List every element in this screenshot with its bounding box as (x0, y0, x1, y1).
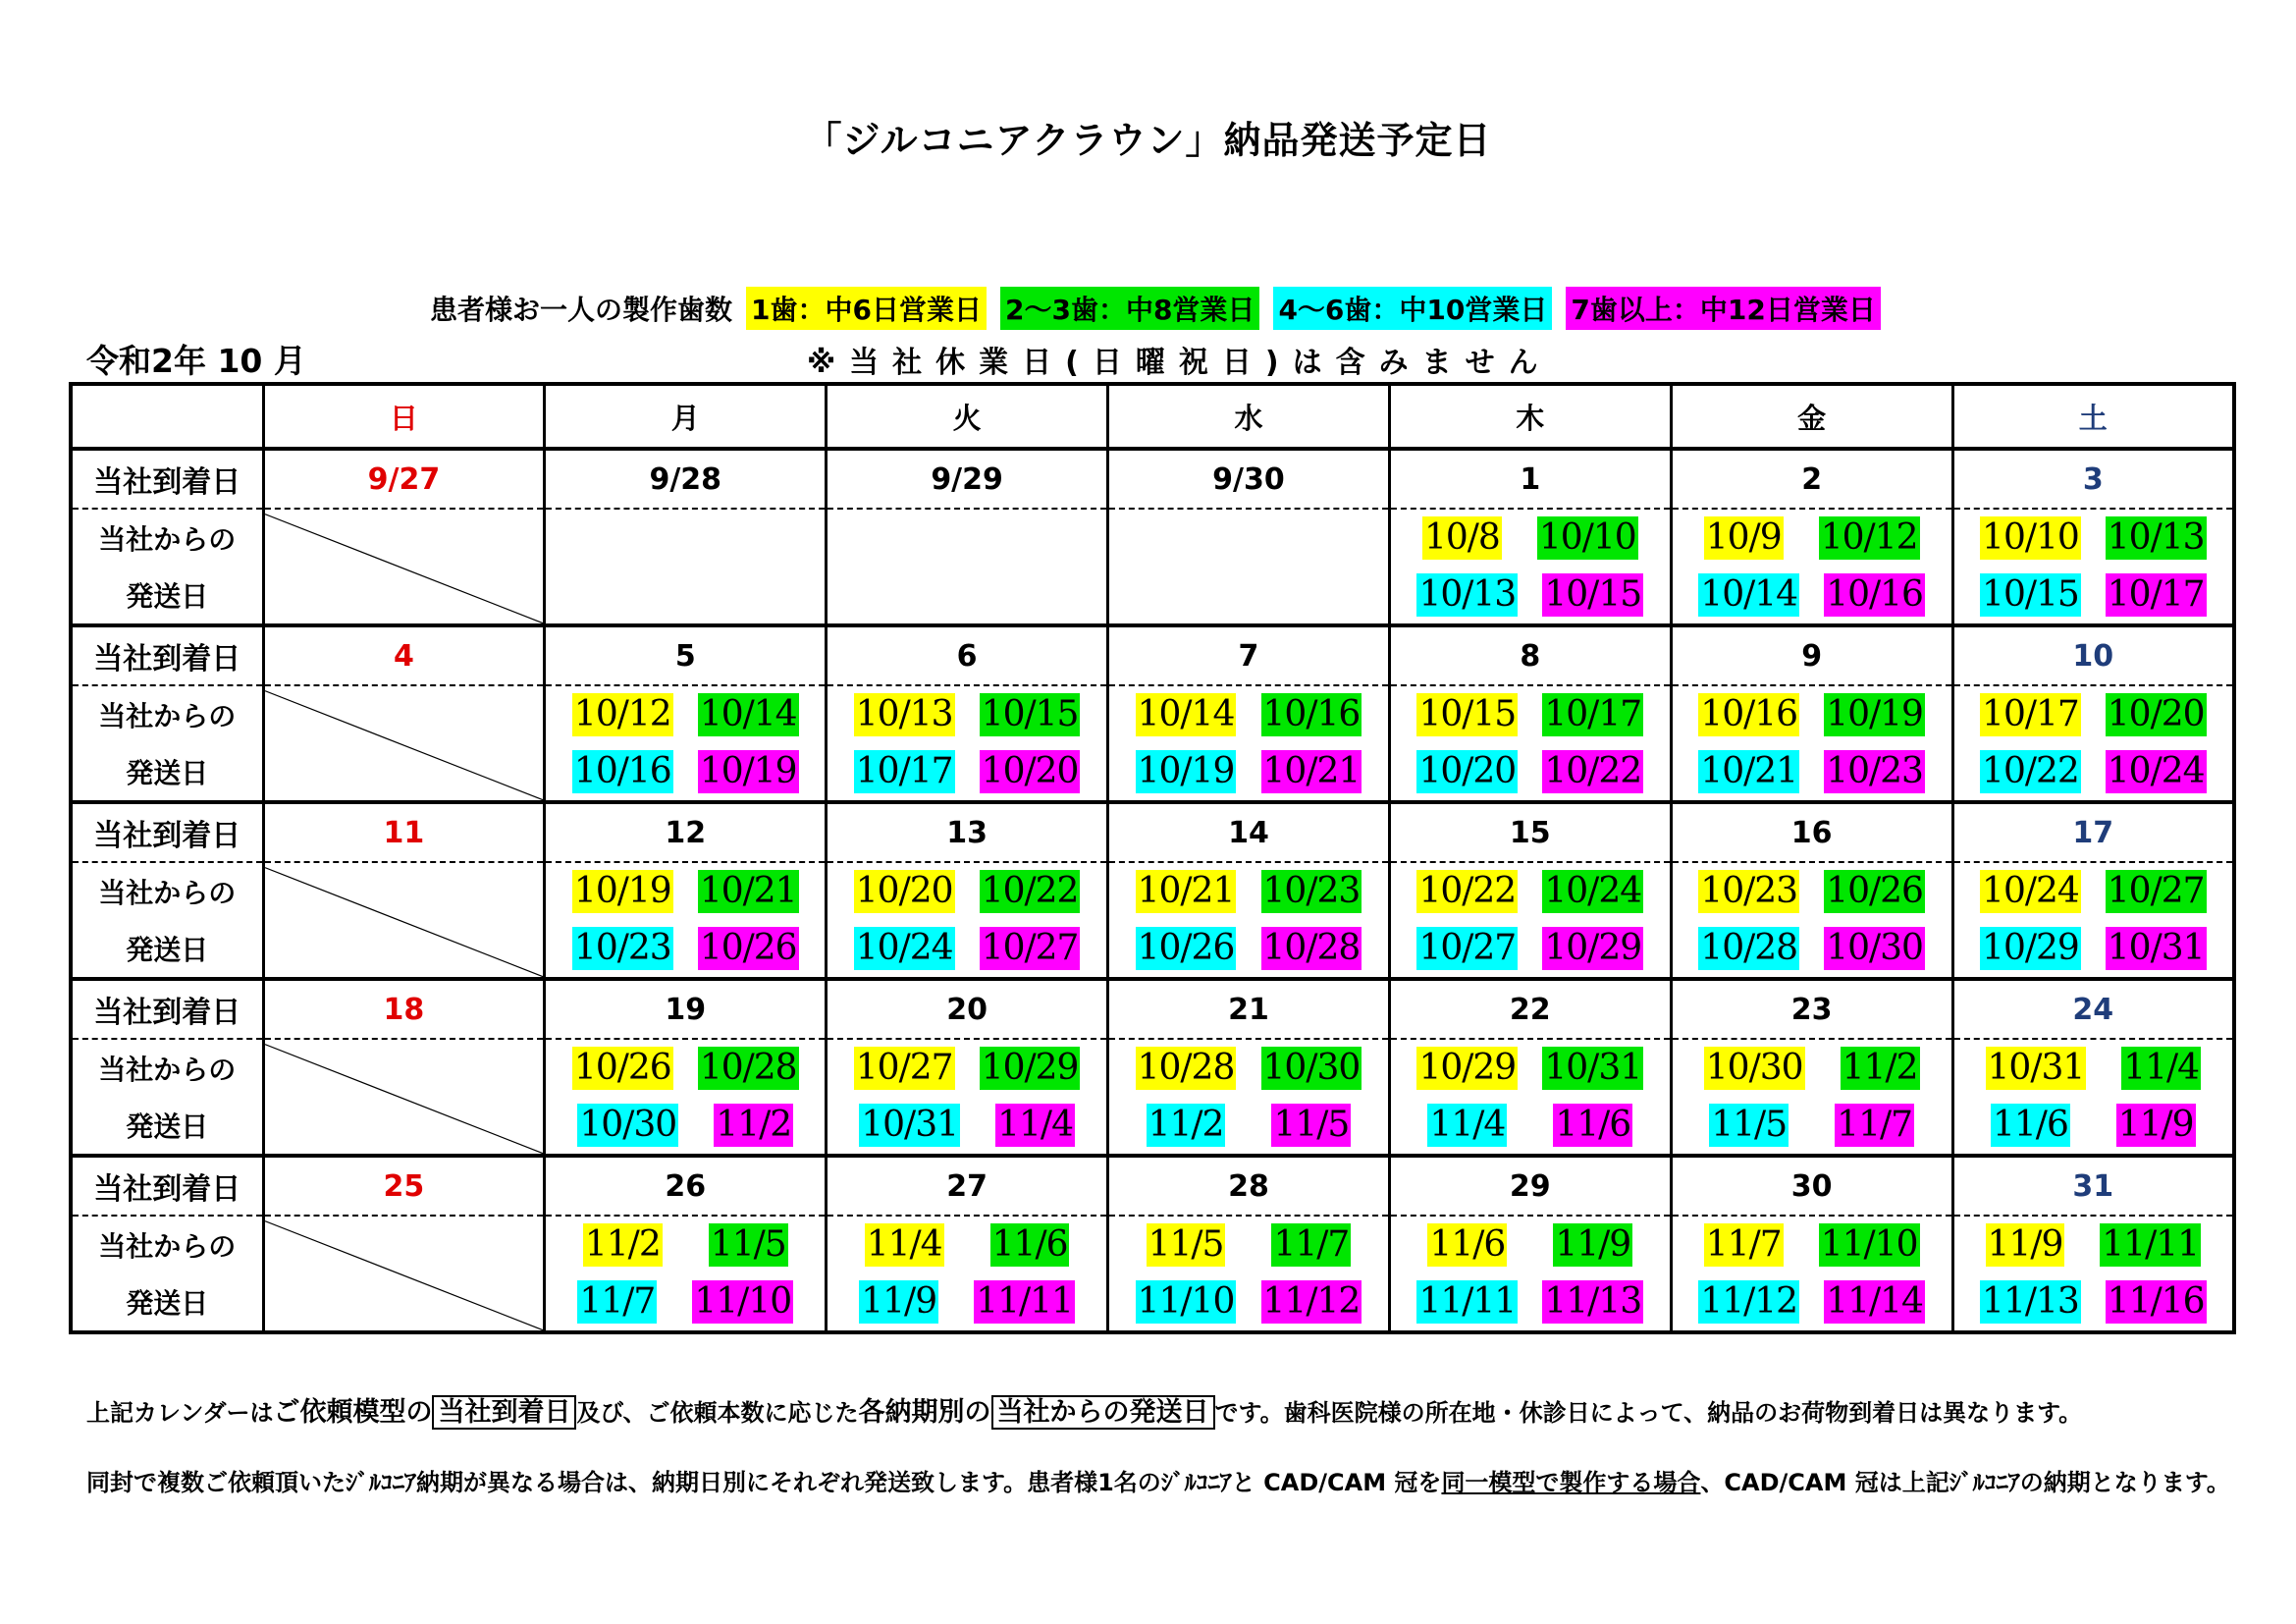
ship-date-4-6-teeth: 10/15 (1982, 574, 2079, 615)
arrival-date: 15 (1389, 802, 1671, 862)
ship-date-7-plus-teeth: 10/23 (1826, 751, 1923, 791)
diagonal-strike (265, 1040, 544, 1154)
footer-1-part-7: です。歯科医院様の所在地・休診日によって、納品のお荷物到着日は異なります。 (1214, 1399, 2083, 1427)
ship-date-4-6-teeth: 10/26 (1137, 928, 1235, 968)
diagonal-strike (265, 863, 544, 977)
shipping-cell (1671, 1273, 1952, 1332)
delivery-calendar (69, 382, 2236, 1334)
ship-date-1-tooth: 10/21 (1137, 871, 1235, 911)
ship-date-4-6-teeth: 10/30 (579, 1105, 677, 1145)
ship-date-2-3-teeth: 11/11 (2102, 1224, 2200, 1265)
ship-date-1-tooth: 10/17 (1982, 694, 2079, 734)
ship-date-1-tooth: 11/5 (1148, 1224, 1224, 1265)
shipping-cell (545, 567, 827, 625)
ship-date-1-tooth: 10/12 (573, 694, 671, 734)
shipping-cell (1389, 743, 1671, 802)
shipping-cell (827, 862, 1108, 920)
shipping-cell (1108, 1097, 1390, 1156)
footer-2-part-3: 、CAD/CAM 冠は上記ｼﾞﾙｺﾆｱの納期となります。 (1700, 1469, 2230, 1496)
footer-1-part-5: 各納期別の (858, 1397, 991, 1428)
shipping-cell (1952, 1273, 2234, 1332)
legend-2-3-teeth: 2～3歯：中8営業日 (1000, 287, 1259, 330)
weekday-mon: 月 (545, 384, 827, 449)
shipping-cell (1389, 1273, 1671, 1332)
shipping-cell (827, 743, 1108, 802)
ship-date-4-6-teeth: 11/12 (1700, 1281, 1798, 1322)
arrival-date: 8 (1389, 625, 1671, 685)
ship-date-2-3-teeth: 10/28 (699, 1048, 797, 1088)
ship-date-7-plus-teeth: 11/12 (1262, 1281, 1361, 1322)
shipping-cell (827, 1273, 1108, 1332)
ship-date-2-3-teeth: 10/20 (2107, 694, 2205, 734)
shipping-cell (1952, 567, 2234, 625)
ship-date-1-tooth: 11/4 (866, 1224, 942, 1265)
ship-date-2-3-teeth: 10/29 (981, 1048, 1079, 1088)
sunday-no-shipping (263, 1216, 545, 1332)
ship-date-7-plus-teeth: 10/21 (1262, 751, 1361, 791)
arrival-date: 7 (1108, 625, 1390, 685)
shipping-cell (1952, 685, 2234, 743)
arrival-date: 17 (1952, 802, 2234, 862)
arrival-row (71, 625, 2234, 685)
ship-date-7-plus-teeth: 10/16 (1826, 574, 1923, 615)
ship-date-2-3-teeth: 10/22 (981, 871, 1079, 911)
ship-date-2-3-teeth: 11/5 (710, 1224, 786, 1265)
ship-date-4-6-teeth: 10/21 (1700, 751, 1798, 791)
shipping-row-label-1: 当社からの (71, 1039, 263, 1097)
arrival-date: 9 (1671, 625, 1952, 685)
footer-1-part-1: 上記カレンダーは (86, 1399, 274, 1427)
weekday-sun: 日 (263, 384, 545, 449)
holiday-note: ※当社休業日(日曜祝日)は含みません (807, 346, 1552, 380)
arrival-date: 27 (827, 1156, 1108, 1216)
weekday-fri: 金 (1671, 384, 1952, 449)
footer-1-part-4: 及び、ご依頼本数に応じた (576, 1399, 859, 1427)
shipping-cell (1671, 920, 1952, 979)
shipping-cell (827, 567, 1108, 625)
shipping-cell (827, 1039, 1108, 1097)
shipping-cell (827, 509, 1108, 567)
shipping-cell (545, 743, 827, 802)
ship-date-1-tooth: 10/26 (573, 1048, 671, 1088)
shipping-cell (827, 685, 1108, 743)
diagonal-strike (265, 686, 544, 800)
ship-date-4-6-teeth: 11/13 (1982, 1281, 2079, 1322)
shipping-cell (1671, 685, 1952, 743)
shipping-cell (1671, 743, 1952, 802)
shipping-cell (1671, 1039, 1952, 1097)
footer-1-arrival-box: 当社到着日 (432, 1395, 576, 1430)
ship-date-7-plus-teeth: 11/4 (997, 1105, 1073, 1145)
arrival-date: 23 (1671, 979, 1952, 1039)
ship-date-4-6-teeth: 10/24 (855, 928, 953, 968)
ship-date-7-plus-teeth: 10/15 (1544, 574, 1642, 615)
shipping-cell (1108, 862, 1390, 920)
ship-date-7-plus-teeth: 11/5 (1273, 1105, 1350, 1145)
arrival-date: 19 (545, 979, 827, 1039)
ship-date-2-3-teeth: 10/21 (699, 871, 797, 911)
ship-date-2-3-teeth: 10/15 (981, 694, 1079, 734)
ship-date-7-plus-teeth: 10/17 (2107, 574, 2205, 615)
arrival-date: 2 (1671, 449, 1952, 509)
ship-date-4-6-teeth: 11/2 (1148, 1105, 1224, 1145)
ship-date-4-6-teeth: 11/7 (579, 1281, 656, 1322)
shipping-cell (1108, 1039, 1390, 1097)
ship-date-4-6-teeth: 11/11 (1418, 1281, 1517, 1322)
arrival-row (71, 979, 2234, 1039)
footer-2-underlined: 同一模型で製作する場合 (1441, 1469, 1701, 1496)
arrival-date: 3 (1952, 449, 2234, 509)
arrival-date: 11 (263, 802, 545, 862)
ship-date-7-plus-teeth: 11/14 (1826, 1281, 1923, 1322)
shipping-cell (545, 685, 827, 743)
arrival-date: 14 (1108, 802, 1390, 862)
ship-date-1-tooth: 11/7 (1705, 1224, 1782, 1265)
ship-date-1-tooth: 10/23 (1700, 871, 1798, 911)
ship-date-4-6-teeth: 10/13 (1418, 574, 1517, 615)
arrival-date: 6 (827, 625, 1108, 685)
ship-date-4-6-teeth: 10/23 (573, 928, 671, 968)
ship-date-7-plus-teeth: 11/11 (976, 1281, 1073, 1322)
shipping-cell (1671, 509, 1952, 567)
shipping-row (71, 685, 2234, 743)
ship-date-4-6-teeth: 10/19 (1137, 751, 1235, 791)
ship-date-4-6-teeth: 11/6 (1993, 1105, 2068, 1145)
sunday-no-shipping (263, 862, 545, 979)
arrival-row-label: 当社到着日 (71, 802, 263, 862)
shipping-row-label-1: 当社からの (71, 1216, 263, 1273)
shipping-row (71, 1216, 2234, 1273)
arrival-date: 29 (1389, 1156, 1671, 1216)
footer-2-part-1: 同封で複数ご依頼頂いたｼﾞﾙｺﾆｱ納期が異なる場合は、納期日別にそれぞれ発送致します。患者様1名のｼﾞﾙｺﾆｱと CAD/CAM 冠を (86, 1469, 1442, 1496)
shipping-cell (1389, 685, 1671, 743)
ship-date-7-plus-teeth: 11/7 (1837, 1105, 1913, 1145)
arrival-date: 30 (1671, 1156, 1952, 1216)
weekday-thu: 木 (1389, 384, 1671, 449)
shipping-cell (545, 920, 827, 979)
shipping-cell (545, 1216, 827, 1273)
ship-date-1-tooth: 10/9 (1705, 517, 1782, 558)
arrival-date: 9/29 (827, 449, 1108, 509)
shipping-cell (1671, 1216, 1952, 1273)
shipping-row (71, 1039, 2234, 1097)
arrival-date: 9/28 (545, 449, 827, 509)
diagonal-strike (265, 510, 544, 623)
ship-date-2-3-teeth: 10/23 (1262, 871, 1361, 911)
ship-date-4-6-teeth: 10/20 (1418, 751, 1517, 791)
ship-date-2-3-teeth: 11/4 (2123, 1048, 2200, 1088)
ship-date-1-tooth: 10/13 (855, 694, 953, 734)
ship-date-1-tooth: 10/19 (573, 871, 671, 911)
ship-date-7-plus-teeth: 10/29 (1544, 928, 1642, 968)
ship-date-1-tooth: 10/15 (1418, 694, 1517, 734)
ship-date-7-plus-teeth: 11/6 (1555, 1105, 1631, 1145)
shipping-cell (545, 1039, 827, 1097)
ship-date-2-3-teeth: 11/6 (991, 1224, 1068, 1265)
shipping-cell (1671, 567, 1952, 625)
shipping-row-label-1: 当社からの (71, 509, 263, 567)
shipping-cell (1108, 743, 1390, 802)
shipping-cell (1108, 1216, 1390, 1273)
shipping-cell (1389, 1097, 1671, 1156)
shipping-cell (1671, 862, 1952, 920)
ship-date-2-3-teeth: 10/14 (699, 694, 797, 734)
arrival-row-label: 当社到着日 (71, 449, 263, 509)
arrival-date: 28 (1108, 1156, 1390, 1216)
ship-date-7-plus-teeth: 11/2 (716, 1105, 792, 1145)
arrival-date: 18 (263, 979, 545, 1039)
ship-date-7-plus-teeth: 11/9 (2117, 1105, 2194, 1145)
arrival-date: 10 (1952, 625, 2234, 685)
ship-date-2-3-teeth: 11/9 (1555, 1224, 1631, 1265)
ship-date-2-3-teeth: 11/10 (1820, 1224, 1918, 1265)
arrival-row-label: 当社到着日 (71, 1156, 263, 1216)
legend-label: 患者様お一人の製作歯数 (430, 294, 733, 326)
arrival-date: 16 (1671, 802, 1952, 862)
arrival-date: 25 (263, 1156, 545, 1216)
ship-date-2-3-teeth: 11/7 (1273, 1224, 1350, 1265)
ship-date-1-tooth: 11/6 (1429, 1224, 1506, 1265)
ship-date-7-plus-teeth: 10/20 (981, 751, 1079, 791)
shipping-cell (827, 1216, 1108, 1273)
shipping-cell (1952, 1097, 2234, 1156)
ship-date-4-6-teeth: 11/9 (861, 1281, 937, 1322)
ship-date-1-tooth: 10/30 (1705, 1048, 1803, 1088)
shipping-cell (545, 1273, 827, 1332)
arrival-date: 22 (1389, 979, 1671, 1039)
ship-date-2-3-teeth: 10/17 (1544, 694, 1642, 734)
arrival-date: 9/27 (263, 449, 545, 509)
sunday-no-shipping (263, 685, 545, 802)
ship-date-2-3-teeth: 10/24 (1544, 871, 1642, 911)
shipping-cell (1108, 685, 1390, 743)
shipping-cell (1108, 1273, 1390, 1332)
ship-date-4-6-teeth: 10/16 (573, 751, 671, 791)
ship-date-4-6-teeth: 10/29 (1982, 928, 2079, 968)
shipping-cell (1389, 1216, 1671, 1273)
ship-date-2-3-teeth: 11/2 (1842, 1048, 1918, 1088)
arrival-date: 24 (1952, 979, 2234, 1039)
ship-date-2-3-teeth: 10/27 (2107, 871, 2205, 911)
shipping-cell (1952, 1216, 2234, 1273)
arrival-date: 5 (545, 625, 827, 685)
weekday-wed: 水 (1108, 384, 1390, 449)
ship-date-1-tooth: 11/9 (1987, 1224, 2063, 1265)
ship-date-4-6-teeth: 10/27 (1418, 928, 1517, 968)
footer-note-2 (86, 1463, 2230, 1497)
ship-date-1-tooth: 10/24 (1982, 871, 2079, 911)
shipping-row-label-2: 発送日 (71, 743, 263, 802)
weekday-sat: 土 (1952, 384, 2234, 449)
ship-date-1-tooth: 10/16 (1700, 694, 1798, 734)
ship-date-7-plus-teeth: 10/28 (1262, 928, 1361, 968)
arrival-date: 20 (827, 979, 1108, 1039)
shipping-row-label-2: 発送日 (71, 920, 263, 979)
ship-date-1-tooth: 10/29 (1418, 1048, 1517, 1088)
ship-date-2-3-teeth: 10/16 (1262, 694, 1361, 734)
ship-date-7-plus-teeth: 10/26 (699, 928, 797, 968)
shipping-cell (1389, 920, 1671, 979)
shipping-cell (1952, 509, 2234, 567)
calendar-period: 令和2年 10 月 (86, 342, 306, 380)
ship-date-7-plus-teeth: 10/19 (699, 751, 797, 791)
footer-note-1 (86, 1390, 2082, 1429)
arrival-date: 21 (1108, 979, 1390, 1039)
weekday-tue: 火 (827, 384, 1108, 449)
diagonal-strike (265, 1217, 544, 1330)
ship-date-1-tooth: 10/8 (1423, 517, 1500, 558)
ship-date-2-3-teeth: 10/26 (1826, 871, 1923, 911)
ship-date-4-6-teeth: 10/17 (855, 751, 953, 791)
ship-date-2-3-teeth: 10/13 (2107, 517, 2205, 558)
footer-1-part-2: ご依頼模型の (273, 1397, 433, 1428)
shipping-cell (1108, 920, 1390, 979)
arrival-row (71, 1156, 2234, 1216)
ship-date-2-3-teeth: 10/19 (1826, 694, 1923, 734)
ship-date-7-plus-teeth: 11/10 (694, 1281, 792, 1322)
shipping-cell (545, 862, 827, 920)
ship-date-7-plus-teeth: 10/30 (1826, 928, 1923, 968)
sunday-no-shipping (263, 1039, 545, 1156)
arrival-row-label: 当社到着日 (71, 625, 263, 685)
ship-date-1-tooth: 10/20 (855, 871, 953, 911)
legend-1-tooth: 1歯：中6日営業日 (746, 287, 987, 330)
arrival-date: 31 (1952, 1156, 2234, 1216)
shipping-cell (1952, 920, 2234, 979)
weekday-header-row (71, 384, 2234, 449)
ship-date-7-plus-teeth: 11/16 (2107, 1281, 2205, 1322)
arrival-row (71, 802, 2234, 862)
ship-date-1-tooth: 10/22 (1418, 871, 1517, 911)
ship-date-1-tooth: 10/14 (1137, 694, 1235, 734)
shipping-row-label-1: 当社からの (71, 862, 263, 920)
arrival-date: 12 (545, 802, 827, 862)
shipping-cell (545, 509, 827, 567)
shipping-row-label-2: 発送日 (71, 1273, 263, 1332)
arrival-date: 4 (263, 625, 545, 685)
legend-4-6-teeth: 4～6歯：中10営業日 (1273, 287, 1552, 330)
shipping-cell (1108, 509, 1390, 567)
ship-date-4-6-teeth: 11/5 (1711, 1105, 1788, 1145)
shipping-row-label-2: 発送日 (71, 1097, 263, 1156)
ship-date-2-3-teeth: 10/10 (1538, 517, 1636, 558)
arrival-date: 26 (545, 1156, 827, 1216)
ship-date-7-plus-teeth: 10/31 (2107, 928, 2205, 968)
shipping-row (71, 862, 2234, 920)
shipping-cell (827, 1097, 1108, 1156)
arrival-date: 13 (827, 802, 1108, 862)
shipping-cell (545, 1097, 827, 1156)
page-title: 「ジルコニアクラウン」納品発送予定日 (804, 119, 1492, 162)
ship-date-4-6-teeth: 11/4 (1429, 1105, 1506, 1145)
header-corner (71, 384, 263, 449)
shipping-cell (1671, 1097, 1952, 1156)
arrival-row-label: 当社到着日 (71, 979, 263, 1039)
shipping-cell (1389, 1039, 1671, 1097)
ship-date-2-3-teeth: 10/31 (1544, 1048, 1642, 1088)
shipping-cell (1108, 567, 1390, 625)
production-legend (430, 289, 1895, 328)
ship-date-1-tooth: 10/27 (855, 1048, 953, 1088)
ship-date-4-6-teeth: 10/22 (1982, 751, 2079, 791)
arrival-row (71, 449, 2234, 509)
arrival-date: 1 (1389, 449, 1671, 509)
ship-date-1-tooth: 10/10 (1982, 517, 2079, 558)
shipping-cell (1952, 743, 2234, 802)
shipping-cell (1389, 862, 1671, 920)
ship-date-4-6-teeth: 11/10 (1137, 1281, 1235, 1322)
ship-date-1-tooth: 11/2 (584, 1224, 661, 1265)
shipping-row (71, 509, 2234, 567)
ship-date-7-plus-teeth: 10/24 (2107, 751, 2205, 791)
arrival-date: 9/30 (1108, 449, 1390, 509)
ship-date-7-plus-teeth: 10/22 (1544, 751, 1642, 791)
ship-date-1-tooth: 10/28 (1137, 1048, 1235, 1088)
ship-date-2-3-teeth: 10/12 (1820, 517, 1918, 558)
ship-date-4-6-teeth: 10/28 (1700, 928, 1798, 968)
shipping-cell (1952, 862, 2234, 920)
footer-1-shipping-box: 当社からの発送日 (991, 1395, 1215, 1430)
shipping-row-label-2: 発送日 (71, 567, 263, 625)
shipping-cell (1952, 1039, 2234, 1097)
ship-date-2-3-teeth: 10/30 (1262, 1048, 1361, 1088)
ship-date-7-plus-teeth: 10/27 (981, 928, 1079, 968)
ship-date-7-plus-teeth: 11/13 (1544, 1281, 1642, 1322)
legend-7-plus-teeth: 7歯以上：中12日営業日 (1566, 287, 1880, 330)
ship-date-1-tooth: 10/31 (1987, 1048, 2085, 1088)
ship-date-4-6-teeth: 10/14 (1700, 574, 1798, 615)
shipping-cell (1389, 509, 1671, 567)
ship-date-4-6-teeth: 10/31 (861, 1105, 958, 1145)
shipping-cell (827, 920, 1108, 979)
shipping-row-label-1: 当社からの (71, 685, 263, 743)
sunday-no-shipping (263, 509, 545, 625)
shipping-cell (1389, 567, 1671, 625)
